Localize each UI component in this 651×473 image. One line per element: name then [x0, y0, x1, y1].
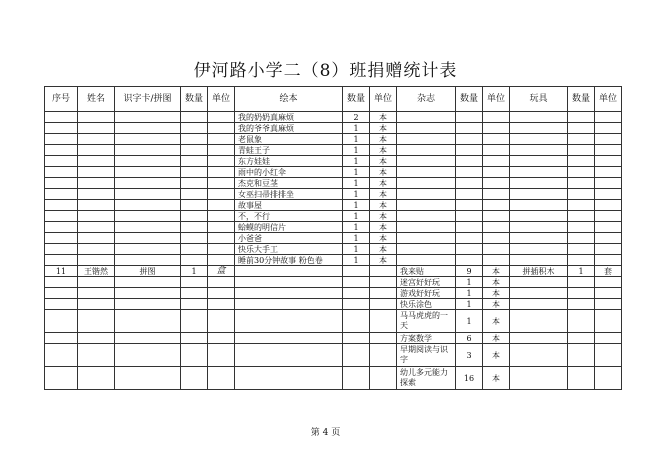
table-row — [45, 233, 622, 244]
table-row — [45, 178, 622, 189]
magazine-title: 游戏好好玩 — [397, 288, 456, 299]
magazine-unit: 本 — [483, 367, 510, 390]
header-book: 绘本 — [235, 87, 343, 112]
header-magazine: 杂志 — [397, 87, 456, 112]
book-qty: 1 — [343, 189, 370, 200]
book-title: 杰克和豆茎 — [235, 178, 343, 189]
book-title: 雨中的小红伞 — [235, 167, 343, 178]
book-title: 不，不行 — [235, 211, 343, 222]
table-row — [45, 255, 622, 266]
magazine-qty: 16 — [456, 367, 483, 390]
table-row — [45, 244, 622, 255]
book-title: 女巫扫帚排排坐 — [235, 189, 343, 200]
book-title: 青蛙王子 — [235, 145, 343, 156]
header-qty: 数量 — [181, 87, 208, 112]
book-unit: 本 — [370, 145, 397, 156]
book-title: 睡前30分钟故事 粉色卷 — [235, 255, 343, 266]
book-title: 我的奶奶真麻烦 — [235, 112, 343, 123]
entry-toy: 拼插积木 — [510, 266, 568, 277]
header-qty: 数量 — [568, 87, 595, 112]
magazine-qty: 9 — [456, 266, 483, 277]
magazine-qty: 1 — [456, 288, 483, 299]
magazine-title: 马马虎虎的一天 — [397, 310, 456, 333]
magazine-unit: 本 — [483, 333, 510, 344]
book-title: 老鼠象 — [235, 134, 343, 145]
book-unit: 本 — [370, 200, 397, 211]
magazine-unit: 本 — [483, 299, 510, 310]
header-unit: 单位 — [595, 87, 622, 112]
table-row — [45, 167, 622, 178]
book-qty: 1 — [343, 134, 370, 145]
book-title: 东方娃娃 — [235, 156, 343, 167]
table-row — [45, 333, 622, 344]
book-qty: 1 — [343, 123, 370, 134]
book-qty: 1 — [343, 167, 370, 178]
book-unit: 本 — [370, 134, 397, 145]
magazine-title: 快乐涂色 — [397, 299, 456, 310]
book-qty: 1 — [343, 145, 370, 156]
book-qty: 1 — [343, 222, 370, 233]
table-row — [45, 134, 622, 145]
book-qty: 1 — [343, 244, 370, 255]
page-number: 第 4 页 — [310, 428, 341, 438]
header-index: 序号 — [45, 87, 78, 112]
book-unit: 本 — [370, 255, 397, 266]
entry-card: 拼图 — [115, 266, 181, 277]
table-row — [45, 156, 622, 167]
header-unit: 单位 — [483, 87, 510, 112]
book-title: 我的爷爷真麻烦 — [235, 123, 343, 134]
donation-table — [44, 86, 622, 390]
book-unit: 本 — [370, 112, 397, 123]
magazine-title: 我来贴 — [397, 266, 456, 277]
magazine-unit: 本 — [483, 344, 510, 367]
table-row — [45, 112, 622, 123]
book-qty: 1 — [343, 156, 370, 167]
magazine-qty: 6 — [456, 333, 483, 344]
book-title: 蛤蟆的明信片 — [235, 222, 343, 233]
table-row — [45, 211, 622, 222]
table-row — [45, 123, 622, 134]
book-qty: 1 — [343, 233, 370, 244]
entry-card-unit — [208, 266, 235, 277]
magazine-unit: 本 — [483, 266, 510, 277]
table-row — [45, 266, 622, 277]
book-qty: 1 — [343, 255, 370, 266]
table-row — [45, 367, 622, 390]
book-unit: 本 — [370, 123, 397, 134]
book-unit: 本 — [370, 222, 397, 233]
magazine-unit: 本 — [483, 310, 510, 333]
magazine-qty: 1 — [456, 310, 483, 333]
table-row — [45, 288, 622, 299]
book-unit: 本 — [370, 233, 397, 244]
entry-index: 11 — [45, 266, 78, 277]
header-qty: 数量 — [456, 87, 483, 112]
table-row — [45, 200, 622, 211]
magazine-qty: 1 — [456, 299, 483, 310]
magazine-title: 方案数学 — [397, 333, 456, 344]
entry-name: 王锴然 — [78, 266, 115, 277]
header-card: 识字卡/拼图 — [115, 87, 181, 112]
table-row — [45, 310, 622, 333]
magazine-title: 幼儿多元能力探索 — [397, 367, 456, 390]
header-qty: 数量 — [343, 87, 370, 112]
table-row — [45, 299, 622, 310]
page-title: 伊河路小学二（8）班捐赠统计表 — [193, 61, 458, 81]
book-unit: 本 — [370, 178, 397, 189]
table-row — [45, 344, 622, 367]
book-title: 小爸爸 — [235, 233, 343, 244]
magazine-unit: 本 — [483, 288, 510, 299]
book-unit: 本 — [370, 244, 397, 255]
table-row — [45, 222, 622, 233]
header-name: 姓名 — [78, 87, 115, 112]
book-qty: 2 — [343, 112, 370, 123]
magazine-title: 早期阅读与识字 — [397, 344, 456, 367]
book-unit: 本 — [370, 156, 397, 167]
book-unit: 本 — [370, 189, 397, 200]
magazine-qty: 3 — [456, 344, 483, 367]
table-row — [45, 277, 622, 288]
magazine-title: 迷宫好好玩 — [397, 277, 456, 288]
magazine-qty: 1 — [456, 277, 483, 288]
book-qty: 1 — [343, 211, 370, 222]
handwritten-unit: 盒 — [216, 266, 226, 276]
book-title: 故事屋 — [235, 200, 343, 211]
book-unit: 本 — [370, 167, 397, 178]
book-qty: 1 — [343, 178, 370, 189]
entry-card-qty: 1 — [181, 266, 208, 277]
header-unit: 单位 — [208, 87, 235, 112]
magazine-unit: 本 — [483, 277, 510, 288]
table-row — [45, 189, 622, 200]
header-toy: 玩具 — [510, 87, 568, 112]
book-unit: 本 — [370, 211, 397, 222]
book-title: 快乐大手工 — [235, 244, 343, 255]
book-qty: 1 — [343, 200, 370, 211]
header-row — [45, 87, 622, 112]
entry-toy-qty: 1 — [568, 266, 595, 277]
entry-toy-unit: 套 — [595, 266, 622, 277]
table-row — [45, 145, 622, 156]
header-unit: 单位 — [370, 87, 397, 112]
